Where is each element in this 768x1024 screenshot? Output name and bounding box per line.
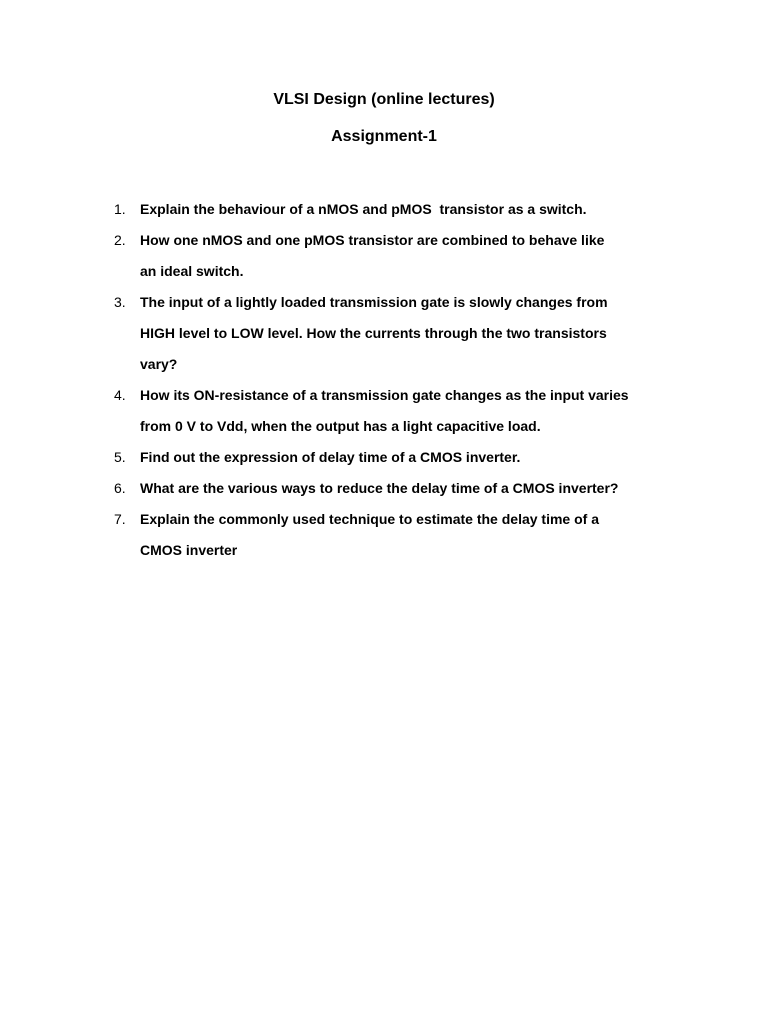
question-line: Find out the expression of delay time of a CMOS inverter.	[140, 449, 521, 465]
question-item	[114, 287, 694, 380]
question-line: CMOS inverter	[140, 542, 238, 558]
question-item	[114, 194, 694, 225]
question-number: 7.	[114, 511, 126, 527]
question-text	[140, 194, 694, 225]
question-line: How its ON-resistance of a transmission gate changes as the input varies	[140, 387, 629, 403]
question-line: Explain the behaviour of a nMOS and pMOS transistor as a switch.	[140, 201, 587, 217]
question-item	[114, 473, 694, 504]
question-line: How one nMOS and one pMOS transistor are combined to behave like	[140, 232, 605, 248]
question-item	[114, 380, 694, 442]
question-item	[114, 504, 694, 566]
question-line: vary?	[140, 356, 178, 372]
question-number: 5.	[114, 449, 126, 465]
question-line: What are the various ways to reduce the delay time of a CMOS inverter?	[140, 480, 619, 496]
question-line: Explain the commonly used technique to estimate the delay time of a	[140, 511, 599, 527]
question-item	[114, 442, 694, 473]
document-title: VLSI Design (online lectures)	[273, 91, 495, 108]
question-text	[140, 225, 694, 287]
question-number: 1.	[114, 201, 126, 217]
question-line: an ideal switch.	[140, 263, 244, 279]
question-line: HIGH level to LOW level. How the currents through the two transistors	[140, 325, 607, 341]
assignment-heading: Assignment-1	[331, 128, 437, 145]
question-line: The input of a lightly loaded transmission gate is slowly changes from	[140, 294, 608, 310]
question-text	[140, 442, 694, 473]
question-text	[140, 380, 694, 442]
question-text	[140, 287, 694, 380]
question-text	[140, 473, 694, 504]
question-line: from 0 V to Vdd, when the output has a light capacitive load.	[140, 418, 541, 434]
question-text	[140, 504, 694, 566]
question-number: 3.	[114, 294, 126, 310]
question-number: 4.	[114, 387, 126, 403]
question-list	[114, 194, 694, 566]
question-item	[114, 225, 694, 287]
question-number: 2.	[114, 232, 126, 248]
question-number: 6.	[114, 480, 126, 496]
